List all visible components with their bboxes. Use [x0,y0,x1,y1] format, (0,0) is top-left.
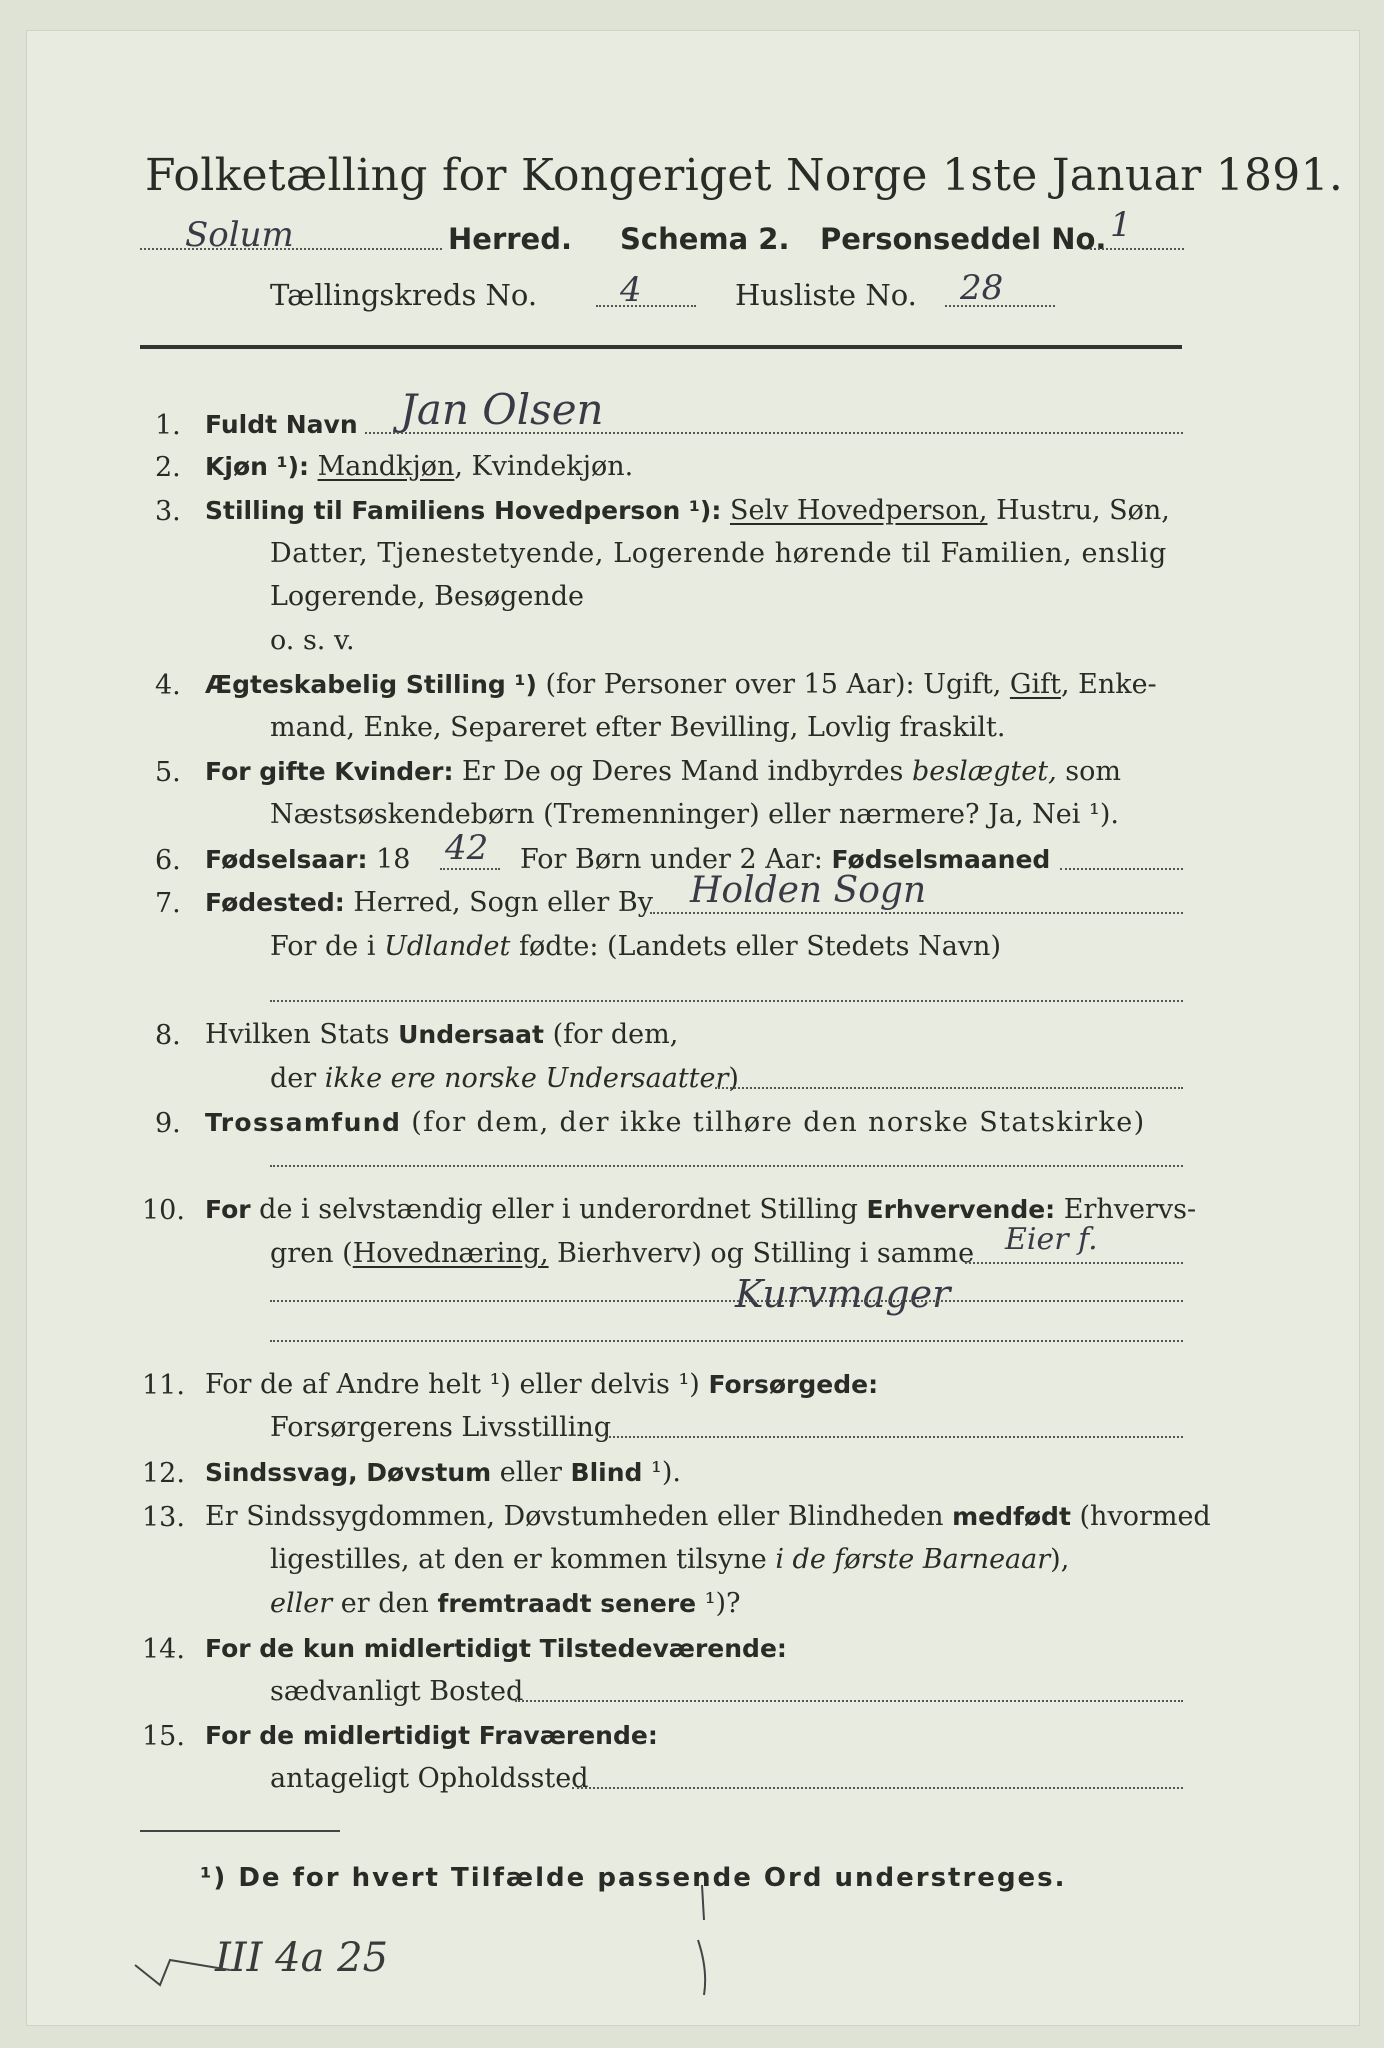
q9-line [270,1165,1183,1167]
q14-line1: For de kun midlertidigt Tilstedeværende: [205,1634,787,1663]
personseddel-value: 1 [1110,205,1132,245]
archive-stroke-mid [690,1880,720,2000]
q2-selected: Mandkjøn [317,451,455,482]
q9-number: 9. [155,1108,181,1139]
header-rule [140,345,1182,349]
q15-line [572,1787,1183,1789]
q3-line4: o. s. v. [270,625,355,656]
q7-label: Fødested: Herred, Sogn eller By [205,887,653,918]
q11-line2: Forsørgerens Livsstilling [270,1412,612,1443]
husliste-line [945,305,1055,307]
q12-number: 12. [142,1458,185,1489]
archive-stroke-left [130,1925,240,2005]
q15-line2: antageligt Opholdssted [270,1763,589,1794]
q11-line1: For de af Andre helt ¹) eller delvis ¹) Forsørgede: [205,1369,879,1400]
q6-label: Fødselsaar: 18 [205,844,411,875]
q10-line3-fill [270,1340,1183,1342]
q15-line1: For de midlertidigt Fraværende: [205,1721,658,1750]
q6-rest: For Børn under 2 Aar: Fødselsmaaned [520,844,1051,875]
q13-line2: ligestilles, at den er kommen tilsyne i de første Barneaar), [270,1544,1070,1575]
q7-line [650,912,1183,914]
q4-line1: Ægteskabelig Stilling ¹) (for Personer over 15 Aar): Ugift, Gift, Enke- [205,669,1157,700]
q1-value: Jan Olsen [400,385,604,434]
q8-number: 8. [155,1020,181,1051]
q6-line [440,868,500,870]
footnote-rule [140,1830,340,1832]
q5-number: 5. [155,757,181,788]
q12-line1: Sindssvag, Døvstum eller Blind ¹). [205,1457,681,1488]
q9-line1: Trossamfund (for dem, der ikke tilhøre den norske Statskirke) [205,1107,1146,1138]
archive-note: III 4a 25 [215,1935,389,1981]
q1-number: 1. [155,410,181,441]
husliste-label: Husliste No. [735,278,917,312]
kreds-value: 4 [620,270,642,310]
q4-number: 4. [155,670,181,701]
q3-number: 3. [155,496,181,527]
q7-number: 7. [155,888,181,919]
q10-line2: gren (Hovednæring, Bierhverv) og Stilling i samme [270,1238,975,1269]
kreds-line [596,305,696,307]
q10-value2: Kurvmager [735,1272,951,1316]
herred-value: Solum [185,215,294,255]
q10-line2-fill [270,1300,1183,1302]
q1-line [365,432,1183,434]
q6-number: 6. [155,845,181,876]
q10-line1-fill [965,1262,1183,1264]
q2-text: Kjøn ¹): Mandkjøn, Kvindekjøn. [205,451,634,482]
q10-number: 10. [142,1195,185,1226]
schema-label: Schema 2. [620,222,790,256]
q7-line2: For de i Udlandet fødte: (Landets eller Stedets Navn) [270,931,1001,962]
q8-line1: Hvilken Stats Undersaat (for dem, [205,1019,679,1050]
q11-number: 11. [142,1370,185,1401]
q3-line2: Datter, Tjenestetyende, Logerende hørende til Familien, enslig [270,538,1167,569]
q13-line1: Er Sindssygdommen, Døvstumheden eller Blindheden medfødt (hvormed [205,1501,1211,1532]
q10-line1: For de i selvstændig eller i underordnet Stilling Erhvervende: Erhvervs- [205,1194,1197,1225]
form-title: Folketælling for Kongeriget Norge 1ste Januar 1891. [145,150,1344,201]
q8-line2: der ikke ere norske Undersaatter) [270,1063,739,1094]
q3-line1: Stilling til Familiens Hovedperson ¹): Selv Hovedperson, Hustru, Søn, [205,495,1170,526]
q14-line [515,1700,1183,1702]
personseddel-label: Personseddel No. [820,222,1107,256]
q7-foreign-line [270,1000,1183,1002]
q14-number: 14. [142,1634,185,1665]
q11-line [605,1436,1183,1438]
q2-number: 2. [155,452,181,483]
footnote: ¹) De for hvert Tilfælde passende Ord understreges. [200,1863,1067,1893]
q13-line3: eller er den fremtraadt senere ¹)? [270,1588,741,1619]
herred-label: Herred. [448,222,572,256]
q15-number: 15. [142,1721,185,1752]
q14-line2: sædvanligt Bosted [270,1676,524,1707]
q6-value: 42 [445,828,489,868]
herred-line [140,248,442,250]
q1-label: Fuldt Navn [205,410,358,439]
q10-value1: Eier f. [1005,1222,1098,1257]
q3-line3: Logerende, Besøgende [270,581,584,612]
q5-line1: For gifte Kvinder: Er De og Deres Mand indbyrdes beslægtet, som [205,756,1121,787]
husliste-value: 28 [960,268,1004,308]
personseddel-line [1090,248,1184,250]
q5-line2: Næstsøskendebørn (Tremenninger) eller nærmere? Ja, Nei ¹). [270,799,1119,830]
q13-number: 13. [142,1502,185,1533]
kreds-label: Tællingskreds No. [270,278,538,312]
q7-value: Holden Sogn [690,870,927,911]
q4-line2: mand, Enke, Separeret efter Bevilling, Lovlig fraskilt. [270,712,1006,743]
q8-line [715,1087,1183,1089]
q6-month-line [1060,868,1183,870]
